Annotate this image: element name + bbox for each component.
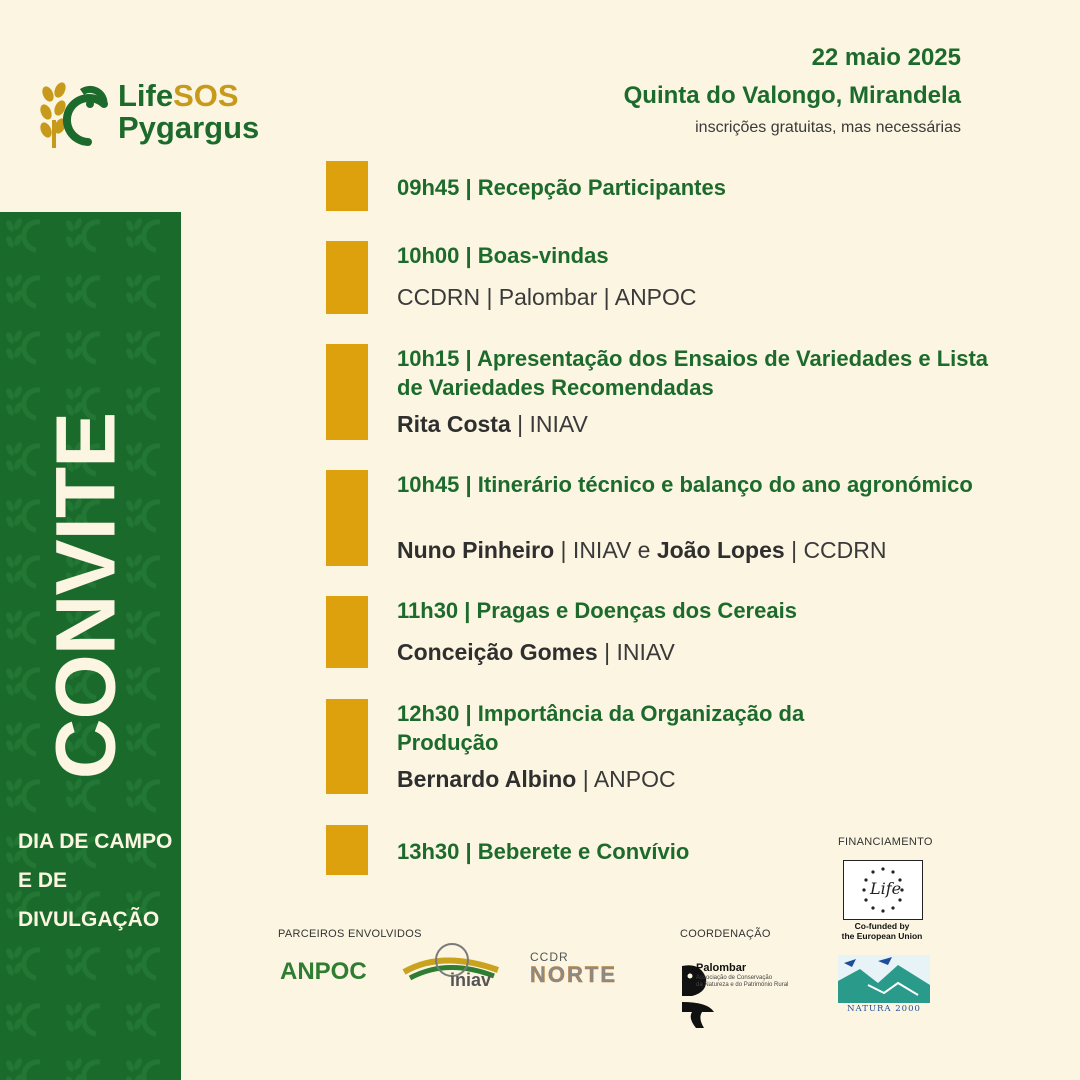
agenda-title: 12h30 | Importância da Organização da Produção — [397, 701, 805, 755]
agenda-speakers — [397, 639, 675, 666]
palombar-logo — [678, 962, 798, 1032]
side-panel — [0, 212, 181, 1080]
event-registration-note: inscrições gratuitas, mas necessárias — [695, 119, 961, 136]
agenda-title: 10h00 | Boas-vindas — [397, 243, 609, 268]
agenda-item — [326, 344, 989, 440]
funding-label: FINANCIAMENTO — [838, 836, 933, 848]
logo-word-pygargus: Pygargus — [118, 110, 260, 145]
agenda-item — [326, 699, 986, 794]
agenda-marker — [326, 344, 368, 440]
agenda-title: 10h15 | Apresentação dos Ensaios de Variedades e Lista de Variedades Recomendadas — [397, 346, 989, 400]
speaker-org: | INIAV e — [554, 537, 657, 563]
lifesos-pygargus-logo — [38, 78, 288, 153]
side-subtitle: DIA DE CAMPO E DE DIVULGAÇÃO — [18, 830, 173, 931]
agenda-title: 10h45 | Itinerário técnico e balanço do ano agronómico — [397, 472, 973, 497]
agenda-item — [326, 161, 986, 211]
partners-label: PARCEIROS ENVOLVIDOS — [278, 928, 422, 940]
iniav-logo — [402, 940, 502, 992]
ccdr-text: CCDR — [530, 950, 569, 964]
speaker-org: | INIAV — [597, 639, 675, 665]
speaker-org: | ANPOC — [576, 766, 676, 792]
eu-life-logo — [843, 860, 923, 920]
speaker-org: | INIAV — [510, 411, 588, 437]
speaker-name: Conceição Gomes — [397, 639, 598, 665]
logo-wordmark — [118, 80, 259, 144]
agenda-speakers — [397, 766, 676, 793]
cofunded-line1: Co-funded by — [854, 921, 910, 931]
natura-2000-logo — [838, 955, 930, 1017]
anpoc-logo — [280, 958, 367, 986]
agenda-item — [326, 596, 986, 668]
agenda-item — [326, 241, 986, 314]
logo-word-life: Life — [118, 78, 174, 113]
agenda-speakers — [397, 411, 588, 438]
speaker-org: | CCDRN — [784, 537, 887, 563]
agenda-title: 09h45 | Recepção Participantes — [397, 175, 726, 200]
agenda-marker — [326, 699, 368, 794]
agenda-marker — [326, 161, 368, 211]
anpoc-logo-text: ANPOC — [280, 958, 367, 985]
convite-title: CONVITE — [38, 412, 133, 780]
speaker-name: Rita Costa — [397, 411, 511, 437]
cofunded-line2: the European Union — [841, 931, 923, 941]
agenda-title: 11h30 | Pragas e Doenças dos Cereais — [397, 598, 797, 623]
palombar-description-line2: da Natureza e do Património Rural — [696, 982, 789, 988]
logo-word-sos: SOS — [173, 78, 239, 113]
agenda-speakers — [397, 284, 697, 311]
palombar-description-line1: Associação de Conservação — [696, 975, 773, 981]
coordination-label: COORDENAÇÃO — [680, 928, 771, 940]
norte-text: NORTE — [530, 962, 617, 987]
speaker-name: João Lopes — [656, 537, 785, 563]
event-venue: Quinta do Valongo, Mirandela — [623, 82, 961, 109]
wheat-bird-logo-icon — [38, 80, 110, 150]
agenda-marker — [326, 470, 368, 566]
agenda-marker — [326, 596, 368, 668]
eu-cofunded-text — [830, 921, 934, 941]
life-mark-text: Life — [870, 879, 902, 898]
agenda-item — [326, 470, 986, 566]
agenda-marker — [326, 825, 368, 875]
agenda-speakers — [397, 537, 887, 564]
ccdr-norte-logo — [530, 950, 630, 986]
natura-landscape-icon — [838, 955, 930, 1003]
speaker-text: CCDRN | Palombar | ANPOC — [397, 284, 697, 310]
speaker-name: Bernardo Albino — [397, 766, 577, 792]
event-date: 22 maio 2025 — [811, 44, 961, 71]
natura-2000-text: NATURA 2000 — [847, 1004, 921, 1014]
agenda-title: 13h30 | Beberete e Convívio — [397, 839, 690, 864]
iniav-logo-text: iniav — [450, 970, 492, 990]
speaker-name: Nuno Pinheiro — [397, 537, 555, 563]
palombar-name: Palombar — [696, 962, 747, 974]
agenda-marker — [326, 241, 368, 314]
agenda-item — [326, 825, 746, 875]
